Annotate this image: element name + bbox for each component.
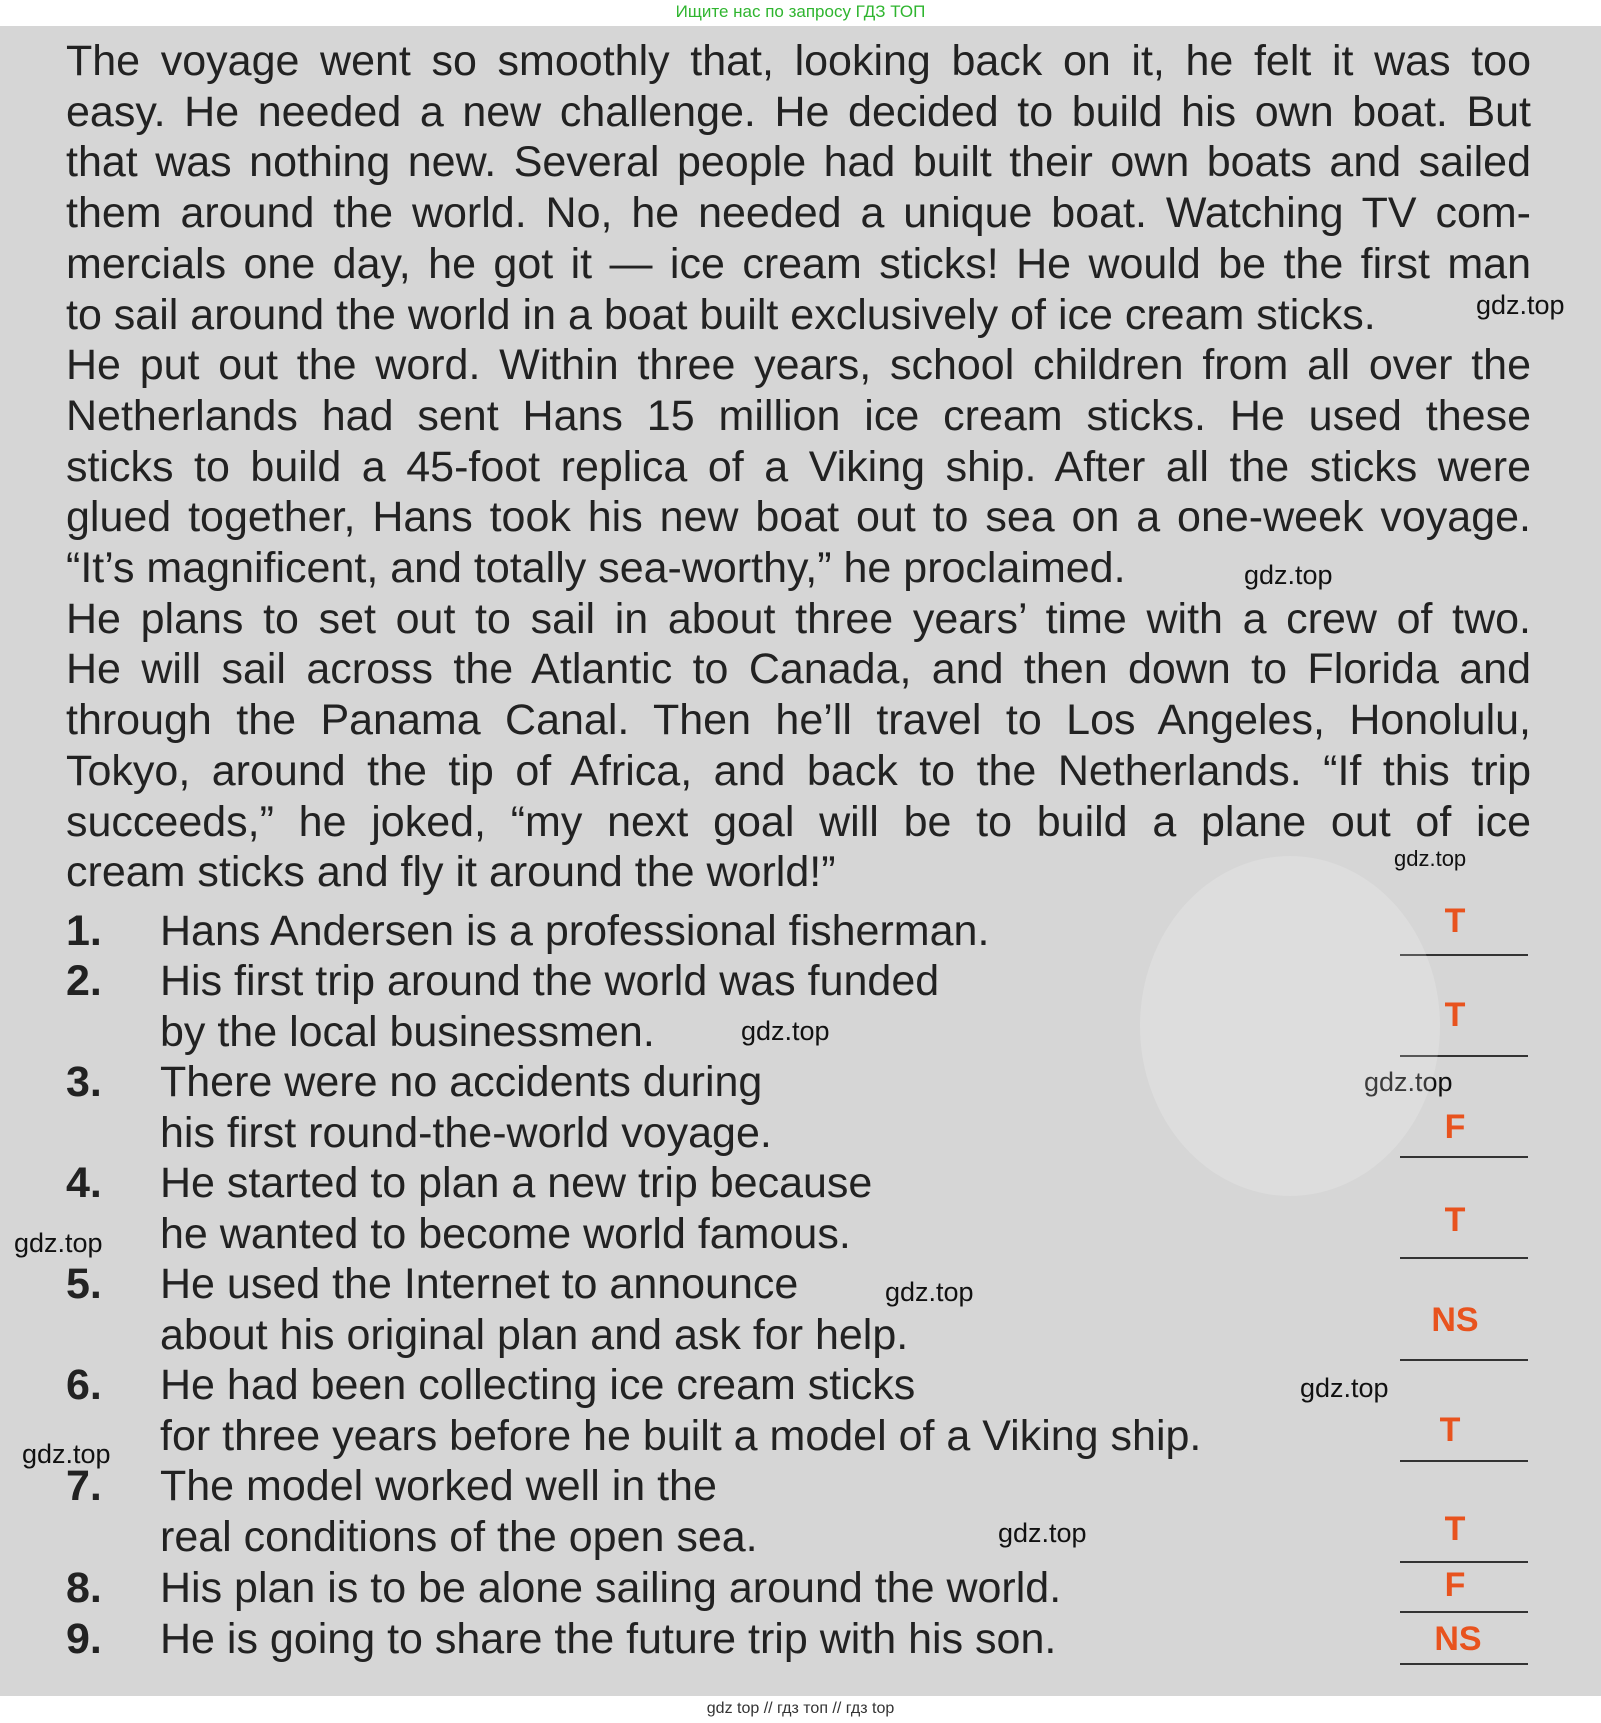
textbook-page xyxy=(0,26,1601,1696)
question-text: He started to plan a new trip because xyxy=(160,1159,873,1207)
answer-mark: F xyxy=(1444,1566,1466,1604)
passage-line: He plans to set out to sail in about three years’ time with a crew of two. xyxy=(66,594,1531,643)
reading-passage xyxy=(66,36,1531,898)
watermark: gdz.top xyxy=(998,1518,1087,1548)
answer-blank[interactable] xyxy=(1400,1055,1528,1057)
answer-mark: T xyxy=(1444,996,1466,1034)
passage-line: that was nothing new. Several people had built their own boats and sailed xyxy=(66,138,1531,187)
answer-mark: NS xyxy=(1434,1620,1482,1658)
passage-line: easy. He needed a new challenge. He decided to build his own boat. But xyxy=(66,87,1531,136)
question-number: 7. xyxy=(66,1462,102,1510)
question-text: real conditions of the open sea. xyxy=(160,1513,758,1561)
question-number: 2. xyxy=(66,957,102,1005)
question-text: He had been collecting ice cream sticks xyxy=(160,1361,916,1409)
question-text: He is going to share the future trip with his son. xyxy=(160,1615,1057,1663)
watermark: gdz.top xyxy=(1476,290,1565,320)
question-text: There were no accidents during xyxy=(160,1058,763,1106)
answer-blank[interactable] xyxy=(1400,1611,1528,1613)
watermark: gdz.top xyxy=(1394,846,1467,871)
passage-line: He put out the word. Within three years, school children from all over the xyxy=(66,341,1531,390)
watermark: gdz.top xyxy=(14,1228,103,1258)
answer-mark: T xyxy=(1444,1201,1466,1239)
passage-line: He will sail across the Atlantic to Canada, and then down to Florida and xyxy=(66,645,1531,694)
question-number: 6. xyxy=(66,1361,102,1409)
passage-line: “It’s magnificent, and totally sea-worthy,” he proclaimed. xyxy=(66,544,1126,593)
question-number: 4. xyxy=(66,1159,102,1207)
answer-mark: F xyxy=(1444,1108,1466,1146)
question-text: about his original plan and ask for help. xyxy=(160,1311,909,1359)
passage-line: cream sticks and fly it around the world!” xyxy=(66,848,836,897)
answer-blank[interactable] xyxy=(1400,1663,1528,1665)
answer-blank[interactable] xyxy=(1400,954,1528,956)
passage-line: through the Panama Canal. Then he’ll travel to Los Angeles, Honolulu, xyxy=(66,696,1531,745)
watermark: gdz.top xyxy=(885,1277,974,1307)
answer-blank[interactable] xyxy=(1400,1257,1528,1259)
watermark: gdz.top xyxy=(1300,1373,1389,1403)
passage-line: to sail around the world in a boat built exclusively of ice cream sticks. xyxy=(66,290,1376,339)
question-number: 5. xyxy=(66,1260,102,1308)
answer-mark: T xyxy=(1439,1411,1461,1449)
passage-line: glued together, Hans took his new boat out to sea on a one-week voyage. xyxy=(66,493,1531,542)
question-number: 8. xyxy=(66,1564,102,1612)
passage-line: succeeds,” he joked, “my next goal will be to build a plane out of ice xyxy=(66,797,1531,846)
answer-blank[interactable] xyxy=(1400,1460,1528,1462)
answer-mark: T xyxy=(1444,1510,1466,1548)
passage-line: Tokyo, around the tip of Africa, and back to the Netherlands. “If this trip xyxy=(66,746,1531,795)
question-text: Hans Andersen is a professional fisherman. xyxy=(160,907,990,955)
question-text: His first trip around the world was funded xyxy=(160,957,940,1005)
answer-blank[interactable] xyxy=(1400,1156,1528,1158)
watermark: gdz.top xyxy=(741,1016,830,1046)
question-text: He used the Internet to announce xyxy=(160,1260,799,1308)
question-text: by the local businessmen. xyxy=(160,1008,655,1056)
answer-blank[interactable] xyxy=(1400,1359,1528,1361)
passage-line: mercials one day, he got it — ice cream sticks! He would be the first man xyxy=(66,239,1531,288)
question-number: 9. xyxy=(66,1615,102,1663)
bottom-banner: gdz top // гдз топ // гдз top xyxy=(706,1700,895,1717)
passage-line: sticks to build a 45-foot replica of a Viking ship. After all the sticks were xyxy=(66,442,1531,491)
question-text: The model worked well in the xyxy=(160,1462,717,1510)
watermark: gdz.top xyxy=(1244,560,1333,590)
top-banner[interactable]: Ищите нас по запросу ГДЗ ТОП xyxy=(675,2,926,21)
question-text: he wanted to become world famous. xyxy=(160,1210,851,1258)
passage-line: The voyage went so smoothly that, looking back on it, he felt it was too xyxy=(66,37,1531,85)
question-text: His plan is to be alone sailing around the world. xyxy=(160,1564,1062,1612)
passage-line: Netherlands had sent Hans 15 million ice cream sticks. He used these xyxy=(66,391,1531,440)
passage-line: them around the world. No, he needed a unique boat. Watching TV com- xyxy=(66,189,1531,238)
question-text: for three years before he built a model of a Viking ship. xyxy=(160,1412,1202,1460)
answer-mark: NS xyxy=(1431,1301,1479,1339)
question-number: 3. xyxy=(66,1058,102,1106)
answer-blank[interactable] xyxy=(1400,1561,1528,1563)
question-text: his first round-the-world voyage. xyxy=(160,1109,772,1157)
watermark: gdz.top xyxy=(1364,1067,1453,1097)
answer-mark: T xyxy=(1444,902,1466,940)
watermark: gdz.top xyxy=(22,1439,111,1469)
question-number: 1. xyxy=(66,907,102,955)
